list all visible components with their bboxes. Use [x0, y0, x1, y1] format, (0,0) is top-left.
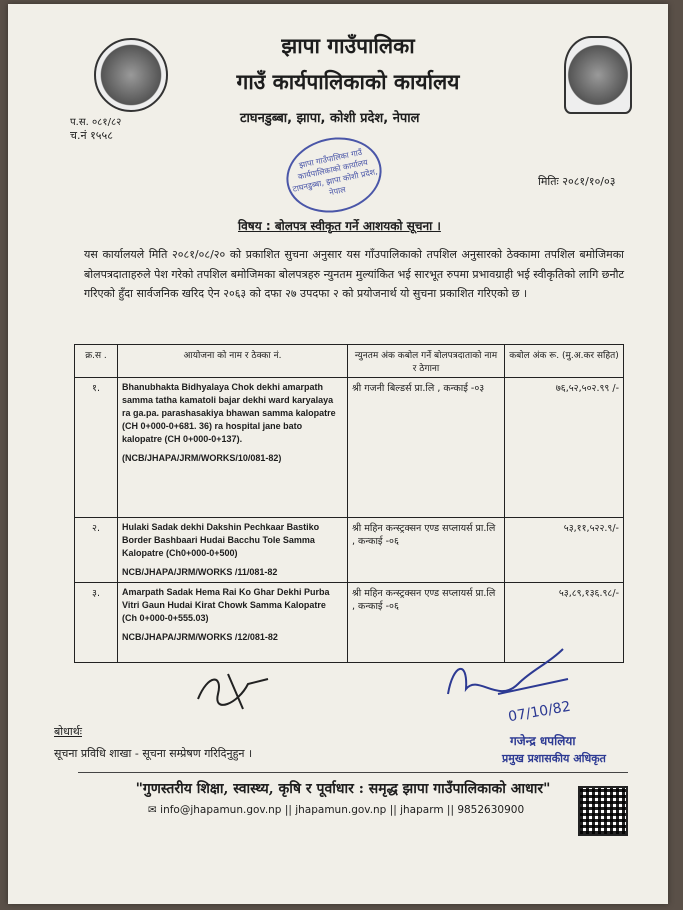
signature-date: 07/10/82 — [507, 698, 572, 726]
header-project: आयोजना को नाम र ठेक्का नं. — [118, 345, 348, 378]
row-sn: १. — [75, 378, 118, 518]
bodharth-line: सूचना प्रविधि शाखा - सूचना सम्प्रेषण गरिदिनुहुन । — [54, 747, 253, 760]
bid-table — [74, 344, 624, 663]
project-name: Bhanubhakta Bidhyalaya Chok dekhi amarpath samma tatha kamatoli bajar dekhi ward karyalaya ra ga.pa. parashasakiya bhawan samma kalopatre (CH 0+000-0+681. 36) ra hospital jane bato kalopatre (CH 0+000-0+137). — [122, 382, 336, 444]
row-bidder: श्री महिन कन्स्ट्रक्सन एण्ड सप्लायर्स प्रा.लि , कन्काई -०६ — [348, 583, 505, 663]
row-sn: ३. — [75, 583, 118, 663]
contract-ref: NCB/JHAPA/JRM/WORKS /11/081-82 — [122, 567, 278, 577]
office-stamp: झापा गाउँपालिका गाउँ कार्यपालिकाको कार्यालय टाघनडुब्बा, झापा कोशी प्रदेश, नेपाल — [279, 129, 388, 221]
row-project — [118, 583, 348, 663]
contact-text: info@jhapamun.gov.np || jhapamun.gov.np || jhaparm || 9852630900 — [160, 804, 525, 816]
footer-slogan: "गुणस्तरीय शिक्षा, स्वास्थ्य, कृषि र पूर्वाधार : समृद्ध झापा गाउँपालिकाको आधार" — [135, 781, 551, 797]
bodharth-label: बोधार्थः — [54, 725, 82, 738]
contract-ref: NCB/JHAPA/JRM/WORKS /12/081-82 — [122, 632, 278, 642]
contract-ref: (NCB/JHAPA/JRM/WORKS/10/081-82) — [122, 453, 282, 463]
table-header-row — [75, 345, 624, 378]
qr-code — [578, 786, 628, 836]
initial-signature — [188, 664, 278, 714]
ps-number: प.स. ०८१/८२ — [70, 117, 122, 128]
chalani-number: च.नं १५५८ — [70, 129, 113, 142]
notice-subject: विषय : बोलपत्र स्वीकृत गर्ने आशयको सूचना । — [238, 219, 441, 233]
mail-icon: ✉ — [148, 804, 157, 816]
footer-divider — [78, 772, 628, 773]
project-name: Hulaki Sadak dekhi Dakshin Pechkaar Bastiko Border Bashbaari Hudai Bacchu Tole Samma Kalopatre (Ch0+000-0+500) — [122, 522, 320, 558]
row-bidder: श्री महिन कन्स्ट्रक्सन एण्ड सप्लायर्स प्रा.लि , कन्काई -०६ — [348, 518, 505, 583]
footer-contact — [148, 804, 524, 816]
header-amount: कबोल अंक रू. (मु.अ.कर सहित) — [505, 345, 624, 378]
office-address: टाघनडुब्बा, झापा, कोशी प्रदेश, नेपाल — [240, 111, 420, 126]
row-project — [118, 518, 348, 583]
row-amount: ५३,८९,१३६.९८/- — [505, 583, 624, 663]
row-amount: ७६,५२,५०२.९९ /- — [505, 378, 624, 518]
row-amount: ५३,११,५२२.९/- — [505, 518, 624, 583]
office-title: झापा गाउँपालिका — [281, 33, 415, 58]
document-page — [8, 4, 668, 904]
notice-date: मितिः २०८१/१०/०३ — [538, 175, 616, 188]
notice-paragraph: यस कार्यालयले मिति २०८१/०८/२० को प्रकाशित सुचना अनुसार यस गाँउपालिकाको तपशिल अनुसारको ठेक्कामा तपशिल बमोजिमका बोलपत्रदाताहरुले पेश गरेको तपशिल बमोजिमका बोलपत्रहरु न्युनतम मुल्यांकित भई सारभूत रुपमा प्रभावग्राही भई स्वीकृतिको लागि छनौट गरिएको हुँदा सार्वजनिक खरिद ऐन २०६३ को दफा २७ उपदफा २ को प्रयोजनार्थ यो सुचना प्रकाशित गरिएको छ । — [84, 248, 624, 300]
officer-title: प्रमुख प्रशासकीय अधिकृत — [502, 752, 606, 765]
project-name: Amarpath Sadak Hema Rai Ko Ghar Dekhi Purba Vitri Gaun Hudai Kirat Chowk Samma Kalopatre (Ch 0+000-0+555.03) — [122, 587, 330, 623]
municipality-logo — [564, 36, 632, 114]
row-bidder: श्री गजनी बिल्डर्स प्रा.लि , कन्काई -०३ — [348, 378, 505, 518]
header-sn: क्र.स . — [75, 345, 118, 378]
nepal-emblem-logo — [94, 38, 168, 112]
table-row — [75, 518, 624, 583]
office-subtitle: गाउँ कार्यपालिकाको कार्यालय — [236, 69, 460, 94]
row-sn: २. — [75, 518, 118, 583]
table-row — [75, 378, 624, 518]
row-project — [118, 378, 348, 518]
header-bidder: न्युनतम अंक कबोल गर्ने बोलपत्रदाताको नाम र ठेगाना — [348, 345, 505, 378]
officer-name: गजेन्द्र धपलिया — [510, 734, 576, 748]
